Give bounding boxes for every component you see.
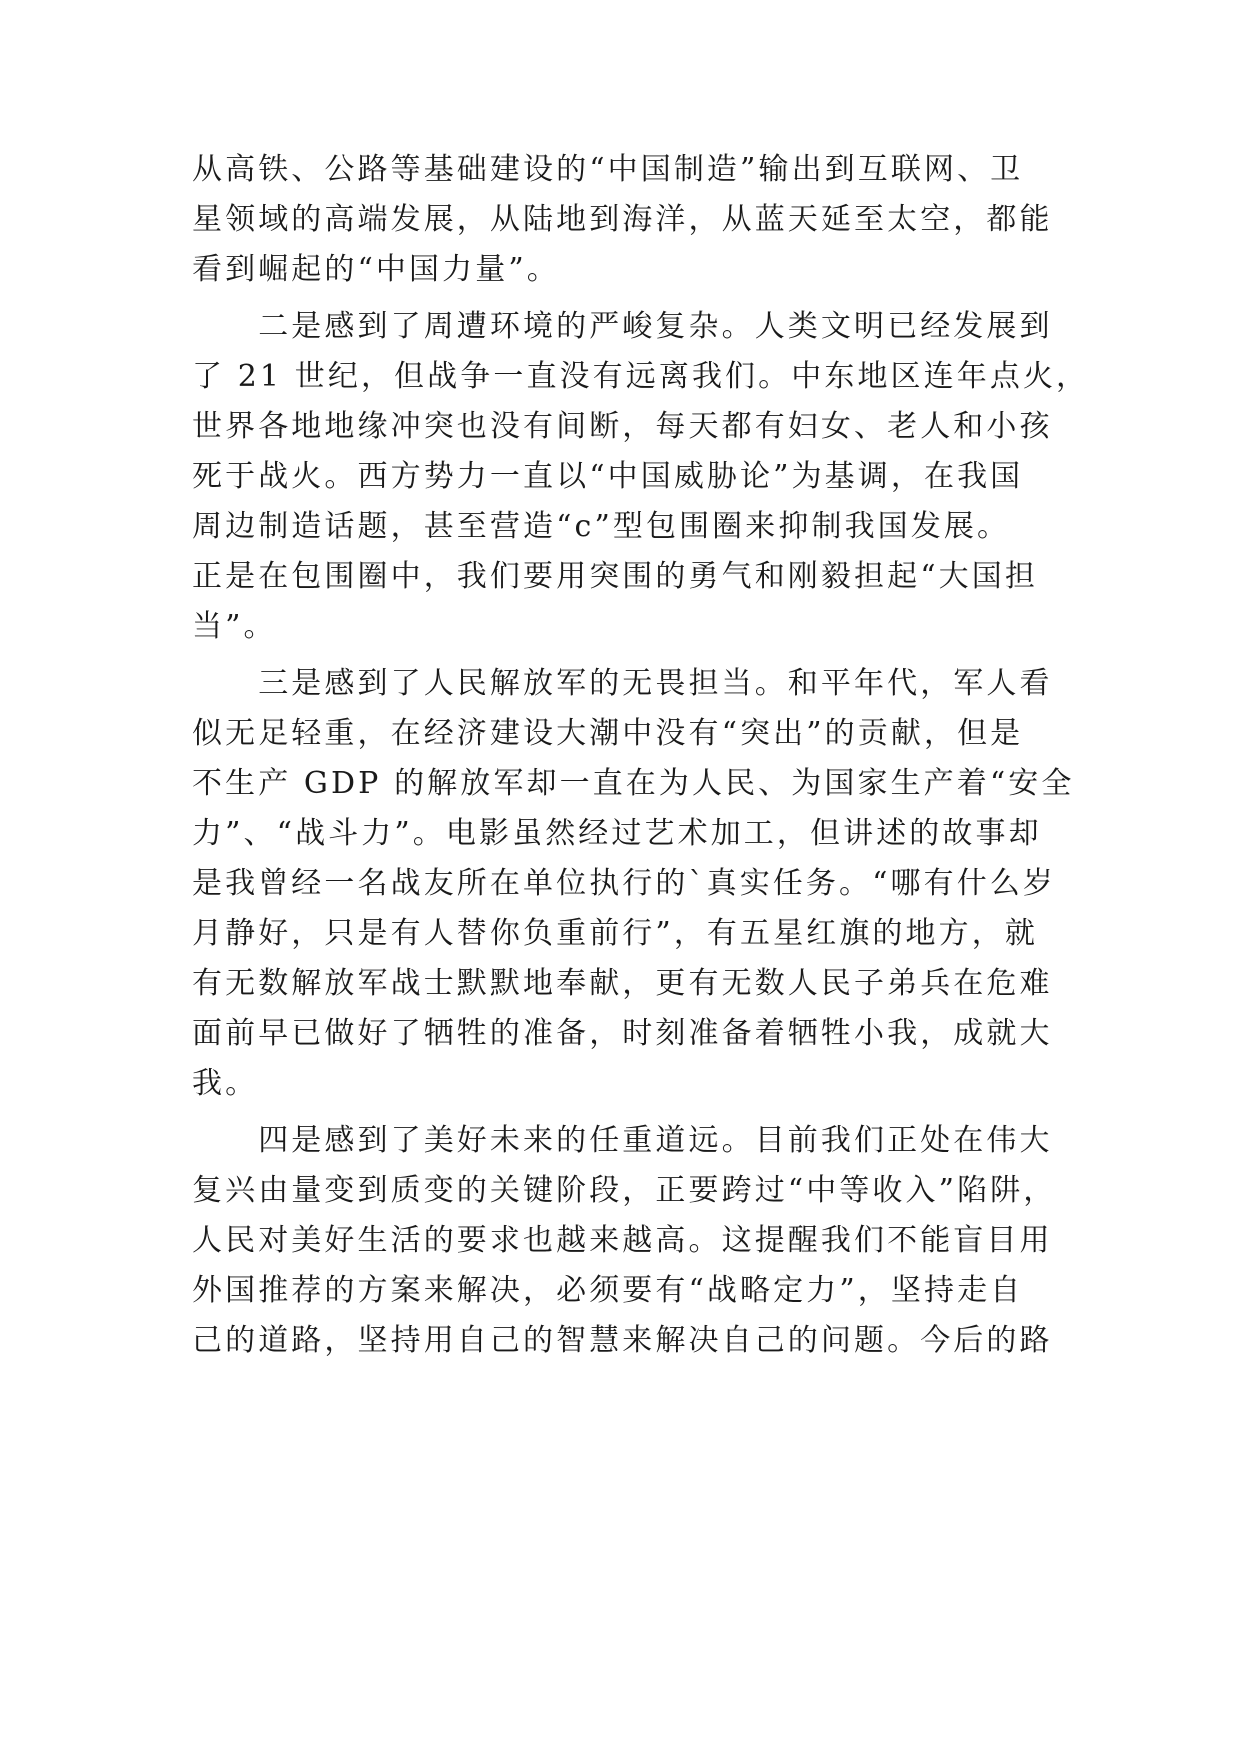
text-line: 人民对美好生活的要求也越来越高。这提醒我们不能盲目用 [192,1223,1053,1258]
text-line: 复兴由量变到质变的关键阶段，正要跨过“中等收入”陷阱， [192,1173,1057,1208]
text-line: 二是感到了周遭环境的严峻复杂。人类文明已经发展到 [192,309,1053,344]
text-line: 看到崛起的“中国力量”。 [192,252,560,287]
text-line: 正是在包围圈中，我们要用突围的勇气和刚毅担起“大国担 [192,559,1038,594]
text-line: 星领域的高端发展，从陆地到海洋，从蓝天延至太空，都能 [192,202,1053,237]
text-line: 有无数解放军战士默默地奉献，更有无数人民子弟兵在危难 [192,966,1053,1001]
text-line: 似无足轻重，在经济建设大潮中没有“突出”的贡献，但是 [192,716,1024,751]
text-line: 是我曾经一名战友所在单位执行的`真实任务。“哪有什么岁 [192,866,1057,901]
text-line: 从高铁、公路等基础建设的“中国制造”输出到互联网、卫 [192,152,1024,187]
text-line: 我。 [192,1066,259,1101]
text-line: 当”。 [192,609,277,644]
text-line: 外国推荐的方案来解决，必须要有“战略定力”，坚持走自 [192,1273,1024,1308]
text-line: 死于战火。西方势力一直以“中国威胁论”为基调，在我国 [192,459,1024,494]
text-line: 己的道路，坚持用自己的智慧来解决自己的问题。今后的路 [192,1323,1053,1358]
text-line: 世界各地地缘冲突也没有间断，每天都有妇女、老人和小孩 [192,409,1053,444]
text-line: 四是感到了美好未来的任重道远。目前我们正处在伟大 [192,1123,1053,1158]
text-line: 面前早已做好了牺牲的准备，时刻准备着牺牲小我，成就大 [192,1016,1053,1051]
text-line: 周边制造话题，甚至营造“c”型包围圈来抑制我国发展。 [192,509,1011,544]
text-line: 三是感到了人民解放军的无畏担当。和平年代，军人看 [192,666,1053,701]
text-line: 月静好，只是有人替你负重前行”，有五星红旗的地方，就 [192,916,1038,951]
text-line: 力”、“战斗力”。电影虽然经过艺术加工，但讲述的故事却 [192,816,1042,851]
text-line: 不生产 GDP 的解放军却一直在为人民、为国家生产着“安全 [192,766,1075,801]
text-line: 了 21 世纪，但战争一直没有远离我们。中东地区连年点火， [192,359,1090,394]
